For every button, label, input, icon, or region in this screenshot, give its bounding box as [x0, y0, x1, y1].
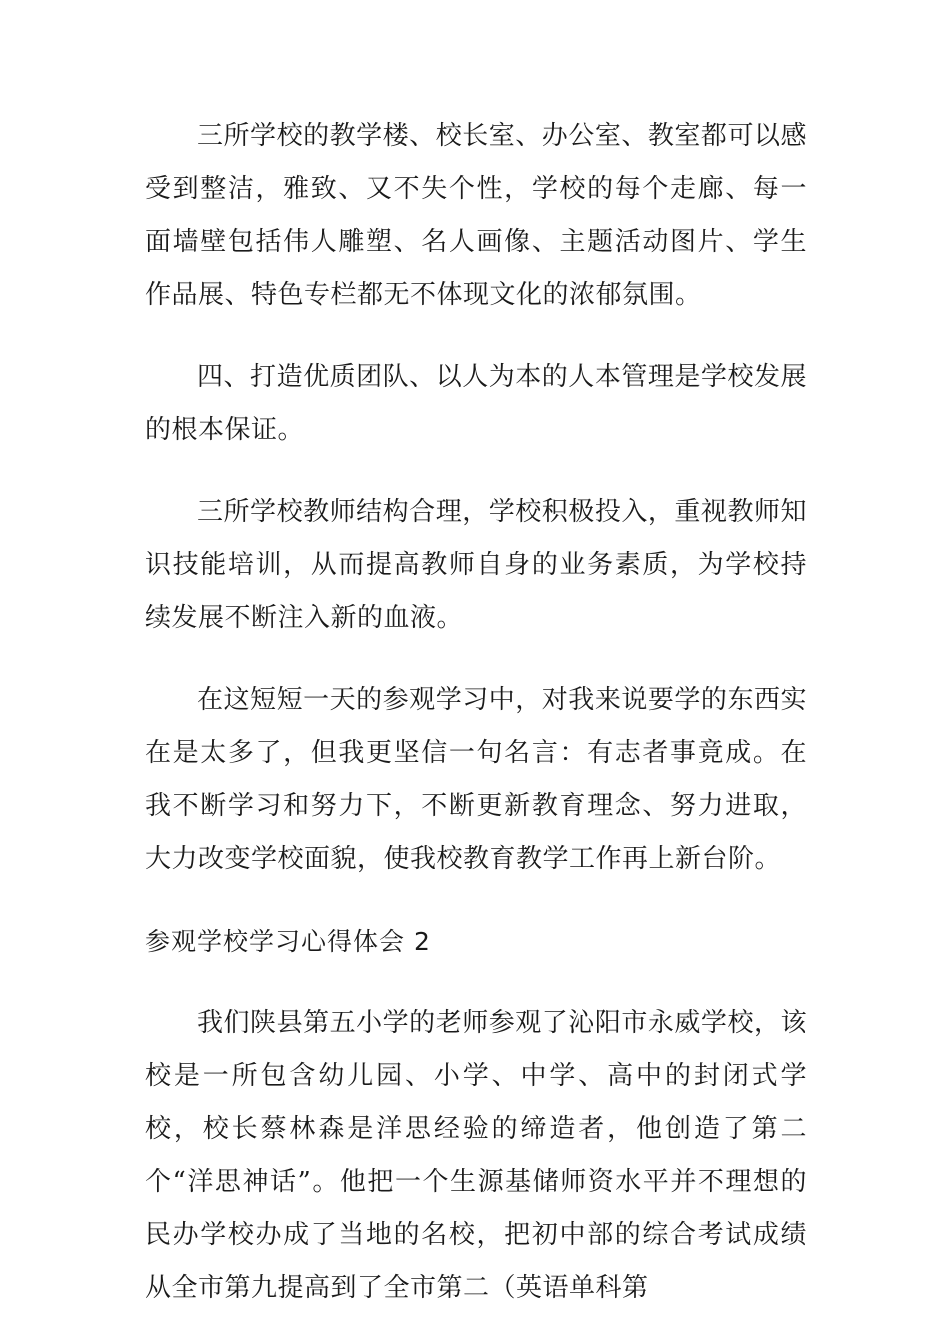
- document-body: [145, 110, 807, 1315]
- paragraph-campus-culture: 三所学校的教学楼、校长室、办公室、教室都可以感受到整洁，雅致、又不失个性，学校的每个走廊、每一面墙壁包括伟人雕塑、名人画像、主题活动图片、学生作品展、特色专栏都无不体现文化的浓郁氛围。: [145, 121, 807, 310]
- paragraph-conclusion: 在这短短一天的参观学习中，对我来说要学的东西实在是太多了，但我更坚信一句名言：有志者事竟成。在我不断学习和努力下，不断更新教育理念、努力进取，大力改变学校面貌，使我校教育教学工作再上新台阶。: [145, 685, 807, 874]
- paragraph-yongwei-school: 我们陕县第五小学的老师参观了沁阳市永威学校，该校是一所包含幼儿园、小学、中学、高中的封闭式学校，校长蔡林森是洋思经验的缔造者，他创造了第二个“洋思神话”。他把一个生源基储师资水平并不理想的民办学校办成了当地的名校，把初中部的综合考试成绩从全市第九提高到了全市第二（英语单科第: [145, 1008, 807, 1303]
- paragraph-teacher-training: 三所学校教师结构合理，学校积极投入，重视教师知识技能培训，从而提高教师自身的业务素质，为学校持续发展不断注入新的血液。: [145, 497, 807, 633]
- section-title: 参观学校学习心得体会 2: [145, 927, 431, 956]
- paragraph-team-management: 四、打造优质团队、以人为本的人本管理是学校发展的根本保证。: [145, 362, 807, 445]
